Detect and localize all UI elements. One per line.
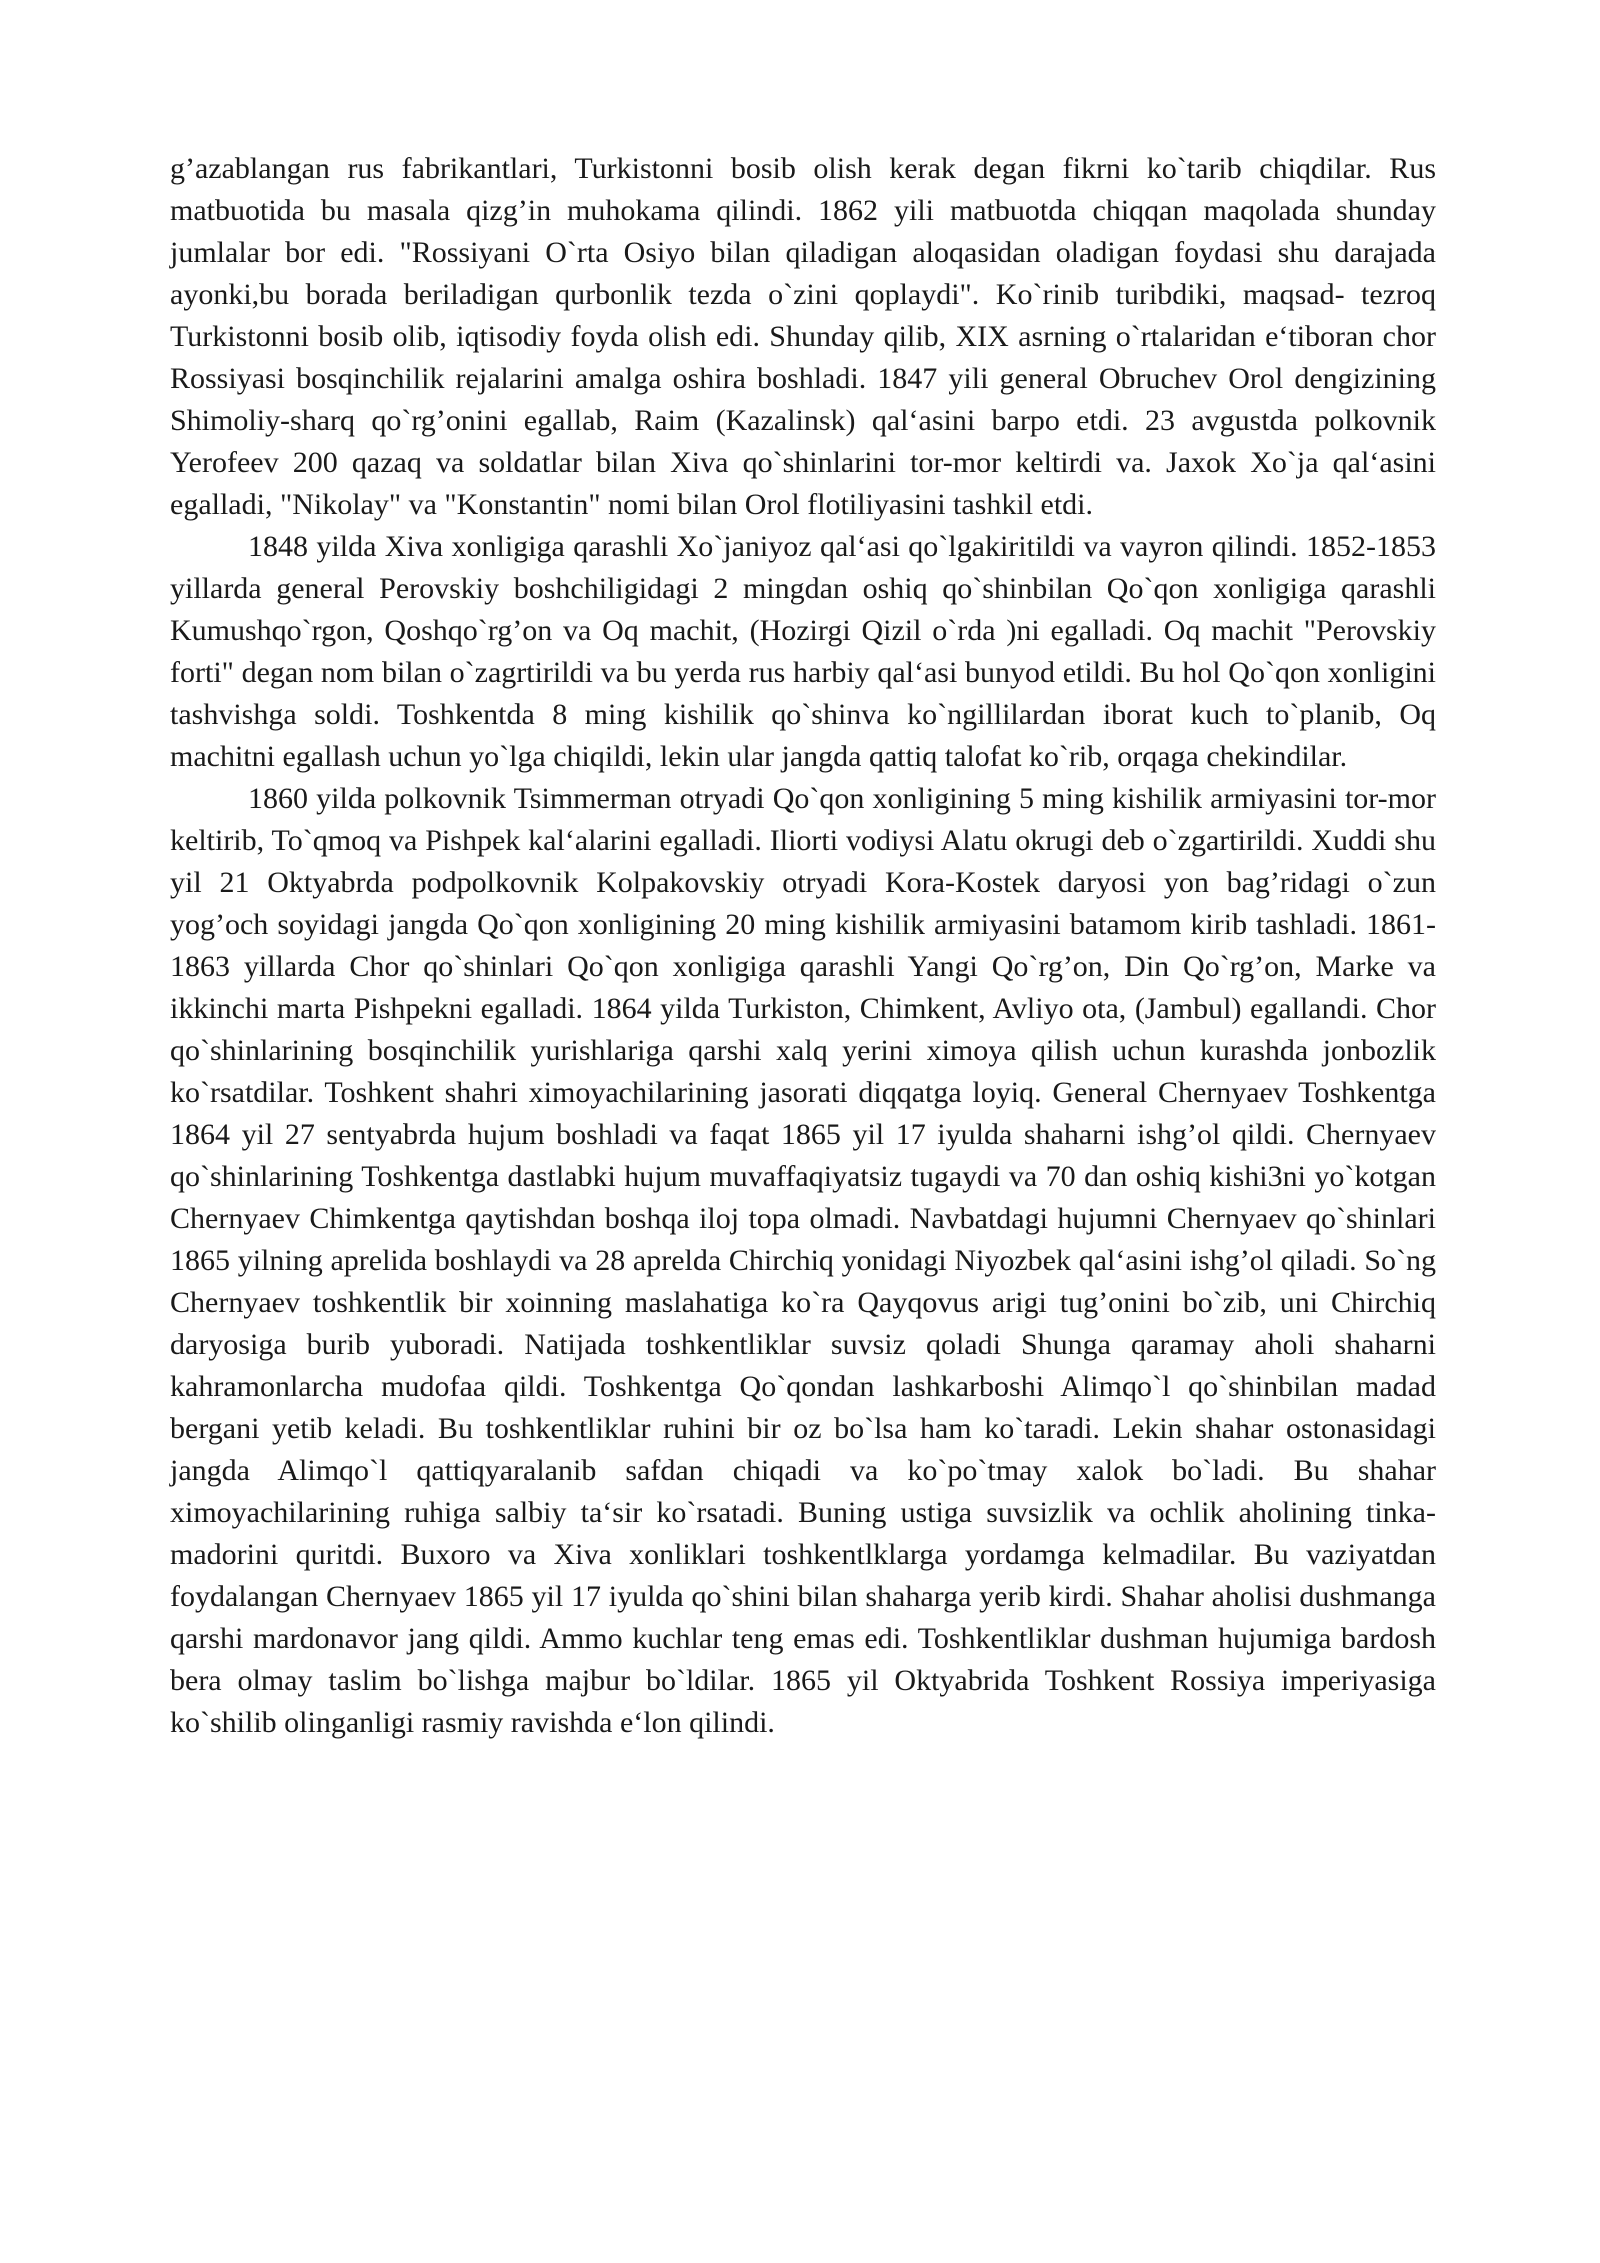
document-body — [170, 148, 1436, 1744]
paragraph-1: g’azablangan rus fabrikantlari, Turkistonni bosib olish kerak degan fikrni ko`tarib chiqdilar. Rus matbuotida bu masala qizg’in muhokama qilindi. 1862 yili matbuotda chiqqan maqolada shunday jumlalar bor edi. "Rossiyani O`rta Osiyo bilan qiladigan aloqasidan oladigan foydasi shu darajada ayonki,bu borada beriladigan qurbonlik tezda o`zini qoplaydi". Ko`rinib turibdiki, maqsad- tezroq Turkistonni bosib olib, iqtisodiy foyda olish edi. Shunday qilib, XIX asrning o`rtalaridan e‘tiboran chor Rossiyasi bosqinchilik rejalarini amalga oshira boshladi. 1847 yili general Obruchev Orol dengizining Shimoliy-sharq qo`rg’onini egallab, Raim (Kazalinsk) qal‘asini barpo etdi. 23 avgustda polkovnik Yerofeev 200 qazaq va soldatlar bilan Xiva qo`shinlarini tor-mor keltirdi va. Jaxok Xo`ja qal‘asini egalladi, "Nikolay" va "Konstantin" nomi bilan Orol flotiliyasini tashkil etdi. — [170, 152, 1436, 521]
paragraph-3: 1860 yilda polkovnik Tsimmerman otryadi Qo`qon xonligining 5 ming kishilik armiyasini tor-mor keltirib, To`qmoq va Pishpek kal‘alarini egalladi. Iliorti vodiysi Alatu okrugi deb o`zgartirildi. Xuddi shu yil 21 Oktyabrda podpolkovnik Kolpakovskiy otryadi Kora-Kostek daryosi yon bag’ridagi o`zun yog’och soyidagi jangda Qo`qon xonligining 20 ming kishilik armiyasini batamom kirib tashladi. 1861-1863 yillarda Chor qo`shinlari Qo`qon xonligiga qarashli Yangi Qo`rg’on, Din Qo`rg’on, Marke va ikkinchi marta Pishpekni egalladi. 1864 yilda Turkiston, Chimkent, Avliyo ota, (Jambul) egallandi. Chor qo`shinlarining bosqinchilik yurishlariga qarshi xalq yerini ximoya qilish uchun kurashda jonbozlik ko`rsatdilar. Toshkent shahri ximoyachilarining jasorati diqqatga loyiq. General Chernyaev Toshkentga 1864 yil 27 sentyabrda hujum boshladi va faqat 1865 yil 17 iyulda shaharni ishg’ol qildi. Chernyaev qo`shinlarining Toshkentga dastlabki hujum muvaffaqiyatsiz tugaydi va 70 dan oshiq kishi3ni yo`kotgan Chernyaev Chimkentga qaytishdan boshqa iloj topa olmadi. Navbatdagi hujumni Chernyaev qo`shinlari 1865 yilning aprelida boshlaydi va 28 aprelda Chirchiq yonidagi Niyozbek qal‘asini ishg’ol qiladi. So`ng Chernyaev toshkentlik bir xoinning maslahatiga ko`ra Qayqovus arigi tug’onini bo`zib, uni Chirchiq daryosiga burib yuboradi. Natijada toshkentliklar suvsiz qoladi Shunga qaramay aholi shaharni kahramonlarcha mudofaa qildi. Toshkentga Qo`qondan lashkarboshi Alimqo`l qo`shinbilan madad bergani yetib keladi. Bu toshkentliklar ruhini bir oz bo`lsa ham ko`taradi. Lekin shahar ostonasidagi jangda Alimqo`l qattiqyaralanib safdan chiqadi va ko`po`tmay xalok bo`ladi. Bu shahar ximoyachilarining ruhiga salbiy ta‘sir ko`rsatadi. Buning ustiga suvsizlik va ochlik aholining tinka-madorini quritdi. Buxoro va Xiva xonliklari toshkentlklarga yordamga kelmadilar. Bu vaziyatdan foydalangan Chernyaev 1865 yil 17 iyulda qo`shini bilan shaharga yerib kirdi. Shahar aholisi dushmanga qarshi mardonavor jang qildi. Ammo kuchlar teng emas edi. Toshkentliklar dushman hujumiga bardosh bera olmay taslim bo`lishga majbur bo`ldilar. 1865 yil Oktyabrida Toshkent Rossiya imperiyasiga ko`shilib olinganligi rasmiy ravishda e‘lon qilindi. — [170, 782, 1436, 1739]
paragraph-2: 1848 yilda Xiva xonligiga qarashli Xo`janiyoz qal‘asi qo`lgakiritildi va vayron qilindi. 1852-1853 yillarda general Perovskiy boshchiligidagi 2 mingdan oshiq qo`shinbilan Qo`qon xonligiga qarashli Kumushqo`rgon, Qoshqo`rg’on va Oq machit, (Hozirgi Qizil o`rda )ni egalladi. Oq machit "Perovskiy forti" degan nom bilan o`zagrtirildi va bu yerda rus harbiy qal‘asi bunyod etildi. Bu hol Qo`qon xonligini tashvishga soldi. Toshkentda 8 ming kishilik qo`shinva ko`ngillilardan iborat kuch to`planib, Oq machitni egallash uchun yo`lga chiqildi, lekin ular jangda qattiq talofat ko`rib, orqaga chekindilar. — [170, 530, 1436, 773]
